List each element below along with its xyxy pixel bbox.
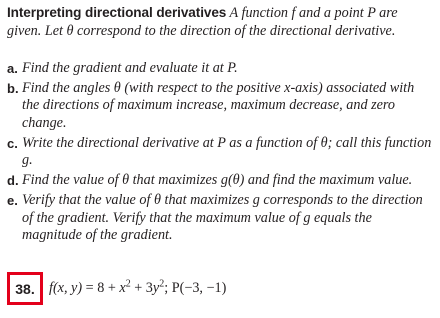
exercise-number-box[interactable] <box>7 272 43 305</box>
exercise-number: 38. <box>15 280 35 297</box>
intro-text: A function f and a point P are given. Let θ correspond to the direction of the directional derivative. <box>7 5 398 39</box>
exercise-38 <box>7 272 337 305</box>
part-text: Find the gradient and evaluate it at P. <box>22 60 238 76</box>
section-heading: Interpreting directional derivatives <box>7 5 227 20</box>
part-letter: b. <box>7 81 19 97</box>
part-letter: d. <box>7 173 19 189</box>
part-letter: e. <box>7 193 18 209</box>
part-text: Write the directional derivative at P as a function of θ; call this function g. <box>22 134 432 169</box>
part-text: Find the value of θ that maximizes g(θ) and find the maximum value. <box>22 172 413 189</box>
part-b <box>7 80 433 132</box>
part-letter: a. <box>7 61 18 76</box>
part-text: Verify that the value of θ that maximizes g corresponds to the direction of the gradient. Verify that the maximum value of g equals the magnitude of the gradient. <box>22 192 423 243</box>
y-exponent: 2 <box>159 278 165 290</box>
point-p: ; P(−3, −1) <box>164 280 227 296</box>
intro-paragraph <box>7 4 433 40</box>
x-exponent: 2 <box>125 278 131 290</box>
function-expression <box>49 280 226 297</box>
y-base: y <box>152 280 160 296</box>
part-c <box>7 135 433 169</box>
part-a <box>7 60 433 77</box>
part-text: Find the angles θ (with respect to the positive x-axis) associated with the directions of maximum increase, maximum decrease, and zero change. <box>22 80 415 131</box>
parts-list <box>7 60 433 247</box>
part-letter: c. <box>7 135 18 151</box>
part-e <box>7 192 433 244</box>
equals-part: = 8 + <box>82 280 120 296</box>
x-base: x <box>119 280 126 296</box>
middle-term: + 3 <box>130 280 153 296</box>
function-lhs: f(x, y) <box>49 280 83 296</box>
part-d <box>7 172 433 189</box>
